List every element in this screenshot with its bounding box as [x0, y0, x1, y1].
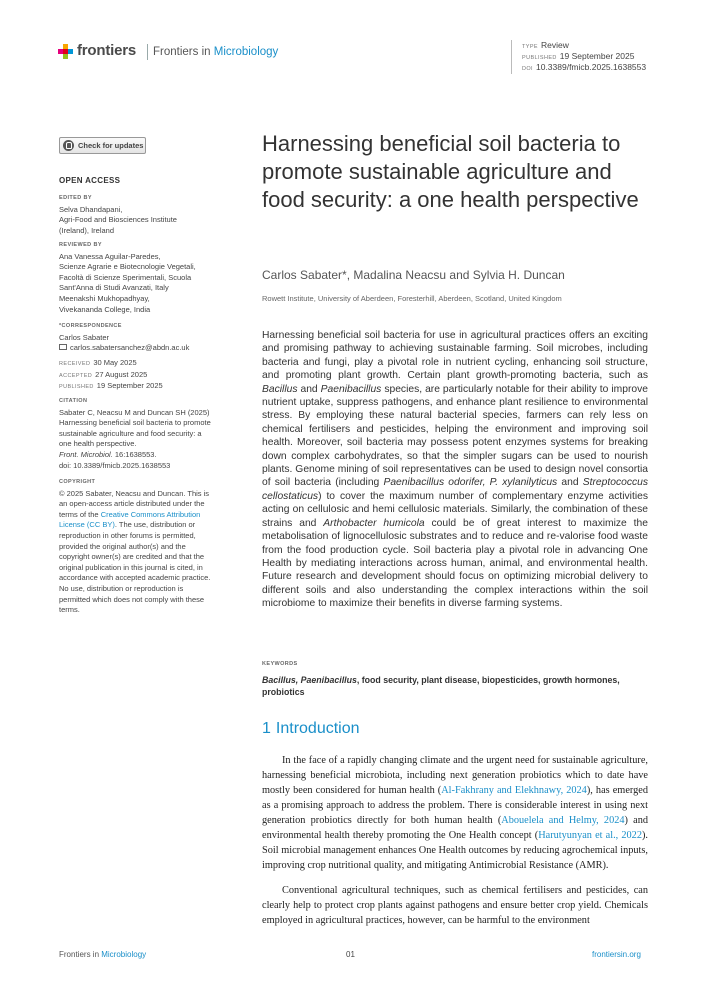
ref-link[interactable]: Al-Fakhrany and Elekhnawy, 2024	[441, 785, 587, 796]
license-link-cont[interactable]: License (CC BY)	[59, 520, 115, 530]
brand-name[interactable]: frontiers	[77, 42, 137, 59]
footer-journal[interactable]: Frontiers in Microbiology	[59, 950, 147, 959]
intro-paragraph-2: Conventional agricultural techniques, such as chemical fertilisers and pesticides, can clearly help to protect crop plants against pathogens and ensure better crop yield. Chemicals employed in agricultural practices, however, can be harmful to the environment	[262, 885, 648, 926]
open-access-label: OPEN ACCESS	[59, 176, 121, 185]
copyright: COPYRIGHT © 2025 Sabater, Neacsu and Duncan. This is an open-access article distributed under the terms of the Creative Commons Attribution License (CC BY). The use, distribution or reproduction in other forums is permitted, provided the original author(s) and the copyright owner(s) are credited and that the original publication in this journal is cited, in accordance with accepted academic practice. No use, distribution or reproduction is permitted which does not comply with these terms.	[59, 479, 211, 615]
keywords: Bacillus, Paenibacillus, food security, plant disease, biopesticides, growth hormones, probiotics	[262, 675, 620, 697]
header-divider	[147, 44, 148, 60]
edited-by: EDITED BY Selva Dhandapani, Agri-Food and Biosciences Institute (Ireland), Ireland	[59, 195, 177, 235]
article-type: TYPE Review	[522, 40, 569, 50]
frontiers-logo-icon	[58, 44, 74, 60]
ref-link[interactable]: Abouelela and Helmy, 2024	[501, 815, 625, 826]
reviewed-by: REVIEWED BY Ana Vanessa Aguilar-Paredes, Scienze Agrarie e Biotecnologie Vegetali, Facoltà di Scienze Sperimentali, Scuola Sant'Anna di Studi Avanzati, Italy Meenakshi Mukhopadhyay, Vivekananda College, India	[59, 242, 196, 314]
meta-divider	[511, 40, 512, 74]
page-number: 01	[346, 950, 355, 959]
article-title: Harnessing beneficial soil bacteria to promote sustainable agriculture and food security: a one health perspective	[262, 131, 639, 212]
affiliation: Rowett Institute, University of Aberdeen, Foresterhill, Aberdeen, Scotland, United Kingdom	[262, 294, 562, 303]
intro-paragraph-1: In the face of a rapidly changing climate and the urgent need for sustainable agriculture, harnessing beneficial microbiota, including next generation probiotics which to date have mostly been considered for human health (Al-Fakhrany and Elekhnawy, 2024), has emerged as a promising approach to address the problem. There is considerable interest in using next generation probiotics directly for both human health (Abouelela and Helmy, 2024) and environmental health thereby promoting the One Health concept (Harutyunyan et al., 2022). Soil microbial management enhances One Health outcomes by reducing agrochemical inputs, improving crop nutritional quality, and mitigating Antimicrobial Resistance (AMR).	[262, 755, 649, 871]
license-link[interactable]: Creative Commons Attribution	[100, 509, 201, 519]
citation: CITATION Sabater C, Neacsu M and Duncan SH (2025) Harnessing beneficial soil bacteria to promote sustainable agriculture and food security: a one health perspective. Front. Microbiol. 16:1638553. doi: 10.3389/fmicb.2025.1638553	[59, 398, 211, 470]
footer-site-link[interactable]: frontiersin.org	[592, 950, 641, 959]
doi[interactable]: DOI 10.3389/fmicb.2025.1638553	[522, 62, 647, 72]
envelope-icon	[59, 344, 67, 350]
journal-title[interactable]: Frontiers in Microbiology	[153, 46, 279, 58]
authors: Carlos Sabater*, Madalina Neacsu and Sylvia H. Duncan	[262, 268, 565, 282]
abstract: Harnessing beneficial soil bacteria for use in agricultural practices offers an exciting and promising pathway to achieving sustainable farming. Soil microbes, including bacteria and fungi, play a pivotal role in nutrient cycling, enhancing soil structure, and promoting plant growth. Certain plant growth-promoting bacteria, such as Bacillus and Paenibacillus species, are particularly notable for their ability to improve nutrient uptake, suppress pathogens, and enhance plant resilience to environmental stress. By employing these natural bacterial species, farmers can rely less on chemical fertilisers and pesticides, helping the environment and improving soil health. Moreover, soil bacteria may possess potent enzymes systems for breaking down complex carbohydrates, so that the simpler sugars can be used to nourish plants. Genome mining of soil representatives can be used to design novel consortia of soil bacteria (including Paenibacillus odorifer, P. xylanilyticus and Streptococcus cellostaticus) to cover the maximum number of complementary enzyme activities acting on cellulosic and hemi cellulosic materials. Similarly, the combination of these strains and Arthobacter humicola could be of great interest to maximize the metabolisation of lignocellulosic substrates and to reduce and re-valorise food waste from the food production cycle. Soil bacteria play a pivotal role in advancing One Health by mediating interactions across human, animal, and environmental health. Future research and development should focus on optimizing microbial delivery to different soils and also understanding the complex interactions within the soil microbiome to maximize their benefits in diverse farming systems.	[262, 330, 648, 610]
published-date: PUBLISHED 19 September 2025	[522, 51, 635, 61]
ref-link[interactable]: Harutyunyan et al., 2022	[538, 830, 642, 841]
update-icon	[63, 140, 74, 151]
section-heading-introduction: 1 Introduction	[262, 720, 360, 737]
check-for-updates-button[interactable]: Check for updates	[59, 137, 146, 154]
dates: RECEIVED 30 May 2025 ACCEPTED 27 August 2025 PUBLISHED 19 September 2025	[59, 358, 163, 391]
correspondence-email[interactable]: carlos.sabatersanchez@abdn.ac.uk	[59, 343, 239, 354]
keywords-heading: KEYWORDS	[262, 661, 298, 667]
correspondence: *CORRESPONDENCE Carlos Sabater carlos.sabatersanchez@abdn.ac.uk	[59, 321, 239, 354]
